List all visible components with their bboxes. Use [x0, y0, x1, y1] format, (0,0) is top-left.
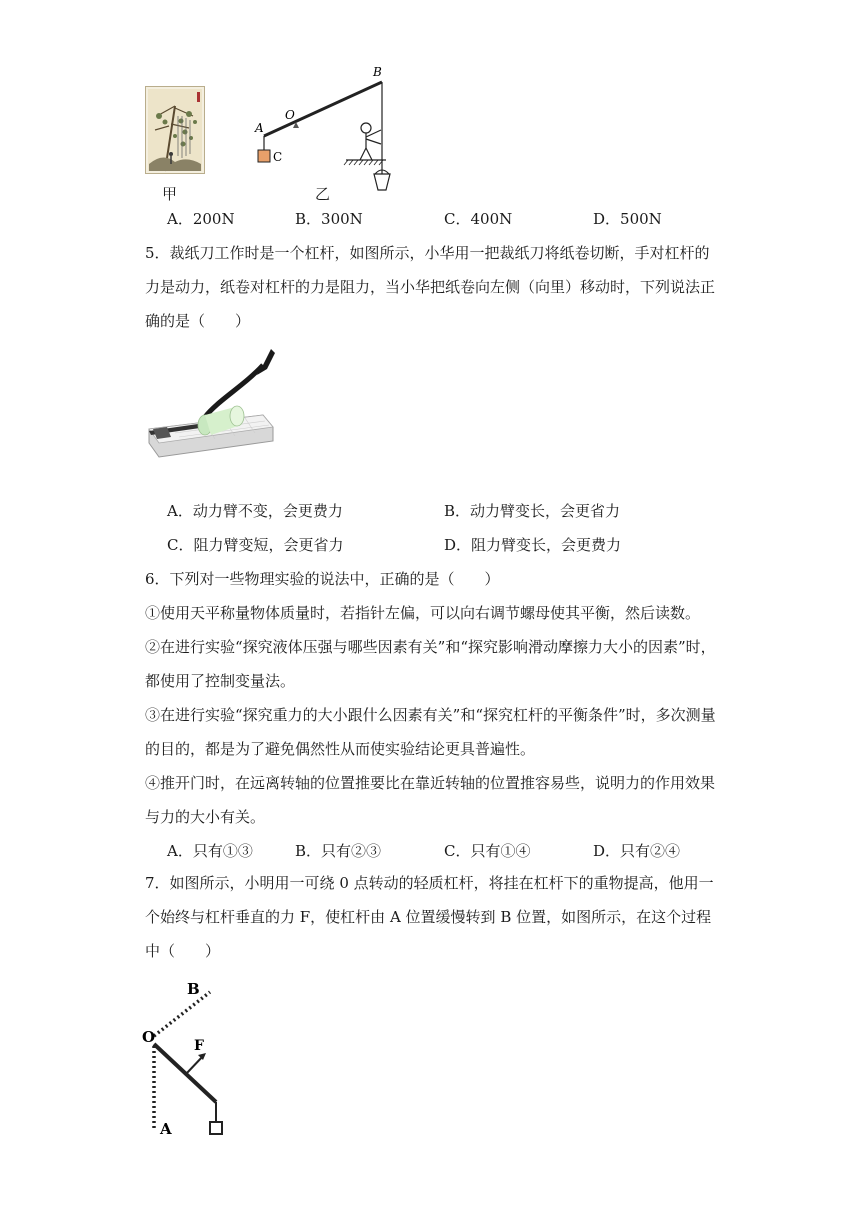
label-b: B — [187, 980, 200, 998]
q6-line-7: ④推开门时，在远离转轴的位置推要比在靠近转轴的位置推容易些，说明力的作用效果 — [145, 774, 716, 792]
q6-line-5: ③在进行实验“探究重力的大小跟什么因素有关”和“探究杠杆的平衡条件”时，多次测量 — [145, 706, 716, 724]
q5-option-a[interactable]: A．动力臂不变，会更费力 — [167, 502, 343, 520]
label-a: A — [255, 121, 264, 135]
q6-line-2: ①使用天平称量物体质量时，若指针左偏，可以向右调节螺母使其平衡，然后读数。 — [145, 604, 701, 622]
q6-line-1: 6．下列对一些物理实验的说法中，正确的是（ ） — [145, 570, 500, 588]
label-f: F — [194, 1038, 204, 1054]
ancient-painting-image — [145, 86, 205, 174]
caption-yi: 乙 — [315, 185, 331, 203]
q6-line-3: ②在进行实验“探究液体压强与哪些因素有关”和“探究影响滑动摩擦力大小的因素”时， — [145, 638, 716, 656]
q5-line-1: 5．裁纸刀工作时是一个杠杆，如图所示，小华用一把裁纸刀将纸卷切断，手对杠杆的 — [145, 244, 710, 262]
q6-option-a[interactable]: A．只有①③ — [167, 842, 253, 860]
q5-line-2: 力是动力，纸卷对杠杆的力是阻力，当小华把纸卷向左侧（向里）移动时，下列说法正 — [145, 278, 716, 296]
q4-option-d[interactable]: D．500N — [593, 210, 662, 228]
paper-cutter-figure — [145, 345, 275, 460]
q4-option-a[interactable]: A．200N — [167, 210, 235, 228]
lever-diagram — [250, 62, 400, 202]
person-icon — [360, 123, 381, 160]
q6-line-6: 的目的，都是为了避免偶然性从而使实验结论更具普遍性。 — [145, 740, 536, 758]
label-c: C — [273, 150, 283, 164]
q7-figure — [140, 970, 240, 1145]
figure-yi — [250, 62, 400, 202]
label-o: O — [142, 1028, 156, 1046]
label-a: A — [160, 1120, 172, 1138]
q6-line-8: 与力的大小有关。 — [145, 808, 266, 826]
caption-jia: 甲 — [162, 185, 178, 203]
q6-line-4: 都使用了控制变量法。 — [145, 672, 296, 690]
q7-line-2: 个始终与杠杆垂直的力 F，使杠杆由 A 位置缓慢转到 B 位置，如图所示，在这个过程 — [145, 908, 712, 926]
weight-c-box — [258, 150, 270, 162]
q7-line-1: 7．如图所示，小明用一可绕 0 点转动的轻质杠杆，将挂在杠杆下的重物提高，他用一 — [145, 874, 714, 892]
label-b: B — [373, 65, 382, 79]
rotating-lever-diagram — [140, 970, 240, 1145]
figure-jia — [145, 86, 205, 174]
q4-option-b[interactable]: B．300N — [295, 210, 363, 228]
paper-cutter-image — [145, 345, 275, 460]
q7-line-3: 中（ ） — [145, 942, 221, 960]
q5-option-d[interactable]: D．阻力臂变长，会更费力 — [444, 536, 622, 554]
q6-option-c[interactable]: C．只有①④ — [444, 842, 531, 860]
label-o: O — [285, 108, 295, 122]
bucket-icon — [374, 174, 390, 190]
q6-option-d[interactable]: D．只有②④ — [593, 842, 681, 860]
hanging-weight — [210, 1122, 222, 1134]
q6-option-b[interactable]: B．只有②③ — [295, 842, 382, 860]
q5-option-b[interactable]: B．动力臂变长，会更省力 — [444, 502, 621, 520]
q5-line-3: 确的是（ ） — [145, 312, 251, 330]
q5-option-c[interactable]: C．阻力臂变短，会更省力 — [167, 536, 344, 554]
q4-option-c[interactable]: C．400N — [444, 210, 513, 228]
